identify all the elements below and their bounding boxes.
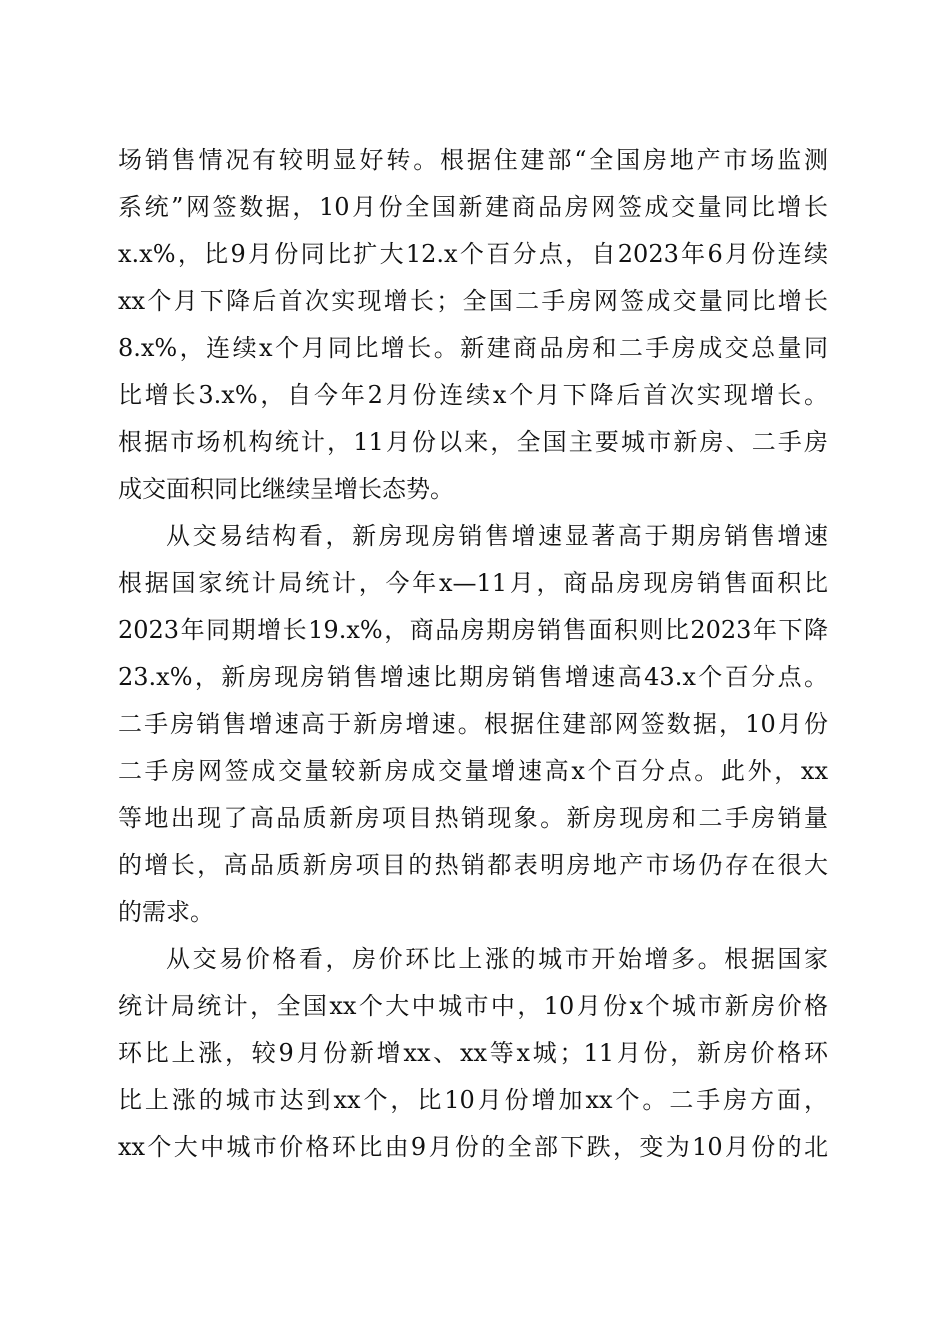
paragraph-1-line-4: xx个月下降后首次实现增长；全国二手房网签成交量同比增长 (118, 287, 828, 315)
paragraph-3-line-1: 从交易价格看，房价环比上涨的城市开始增多。根据国家 (166, 945, 828, 973)
paragraph-1-line-3: x.x%，比9月份同比扩大12.x个百分点，自2023年6月份连续 (118, 240, 828, 268)
paragraph-2-line-7: 等地出现了高品质新房项目热销现象。新房现房和二手房销量 (118, 804, 828, 832)
paragraph-1-line-7: 根据市场机构统计，11月份以来，全国主要城市新房、二手房 (118, 428, 828, 456)
paragraph-2-line-2: 根据国家统计局统计，今年x—11月，商品房现房销售面积比 (118, 569, 828, 597)
paragraph-1-line-6: 比增长3.x%，自今年2月份连续x个月下降后首次实现增长。 (118, 381, 828, 409)
paragraph-1-line-1: 场销售情况有较明显好转。根据住建部“全国房地产市场监测 (118, 146, 828, 174)
paragraph-1-line-5: 8.x%，连续x个月同比增长。新建商品房和二手房成交总量同 (118, 334, 828, 362)
paragraph-1-line-2: 系统”网签数据，10月份全国新建商品房网签成交量同比增长 (118, 193, 828, 221)
paragraph-2-line-3: 2023年同期增长19.x%，商品房期房销售面积则比2023年下降 (118, 616, 828, 644)
paragraph-3-line-5: xx个大中城市价格环比由9月份的全部下跌，变为10月份的北 (118, 1133, 828, 1161)
paragraph-3-line-3: 环比上涨，较9月份新增xx、xx等x城；11月份，新房价格环 (118, 1039, 828, 1067)
paragraph-2-line-9: 的需求。 (118, 898, 214, 926)
paragraph-3-line-2: 统计局统计，全国xx个大中城市中，10月份x个城市新房价格 (118, 992, 828, 1020)
paragraph-2-line-1: 从交易结构看，新房现房销售增速显著高于期房销售增速 (166, 522, 828, 550)
paragraph-2-line-6: 二手房网签成交量较新房成交量增速高x个百分点。此外，xx (118, 757, 828, 785)
paragraph-3-line-4: 比上涨的城市达到xx个，比10月份增加xx个。二手房方面， (118, 1086, 828, 1114)
paragraph-2-line-4: 23.x%，新房现房销售增速比期房销售增速高43.x个百分点。 (118, 663, 828, 691)
document-body (118, 137, 828, 1171)
paragraph-2-line-5: 二手房销售增速高于新房增速。根据住建部网签数据，10月份 (118, 710, 828, 738)
paragraph-1-line-8: 成交面积同比继续呈增长态势。 (118, 475, 454, 503)
paragraph-2-line-8: 的增长，高品质新房项目的热销都表明房地产市场仍存在很大 (118, 851, 828, 879)
